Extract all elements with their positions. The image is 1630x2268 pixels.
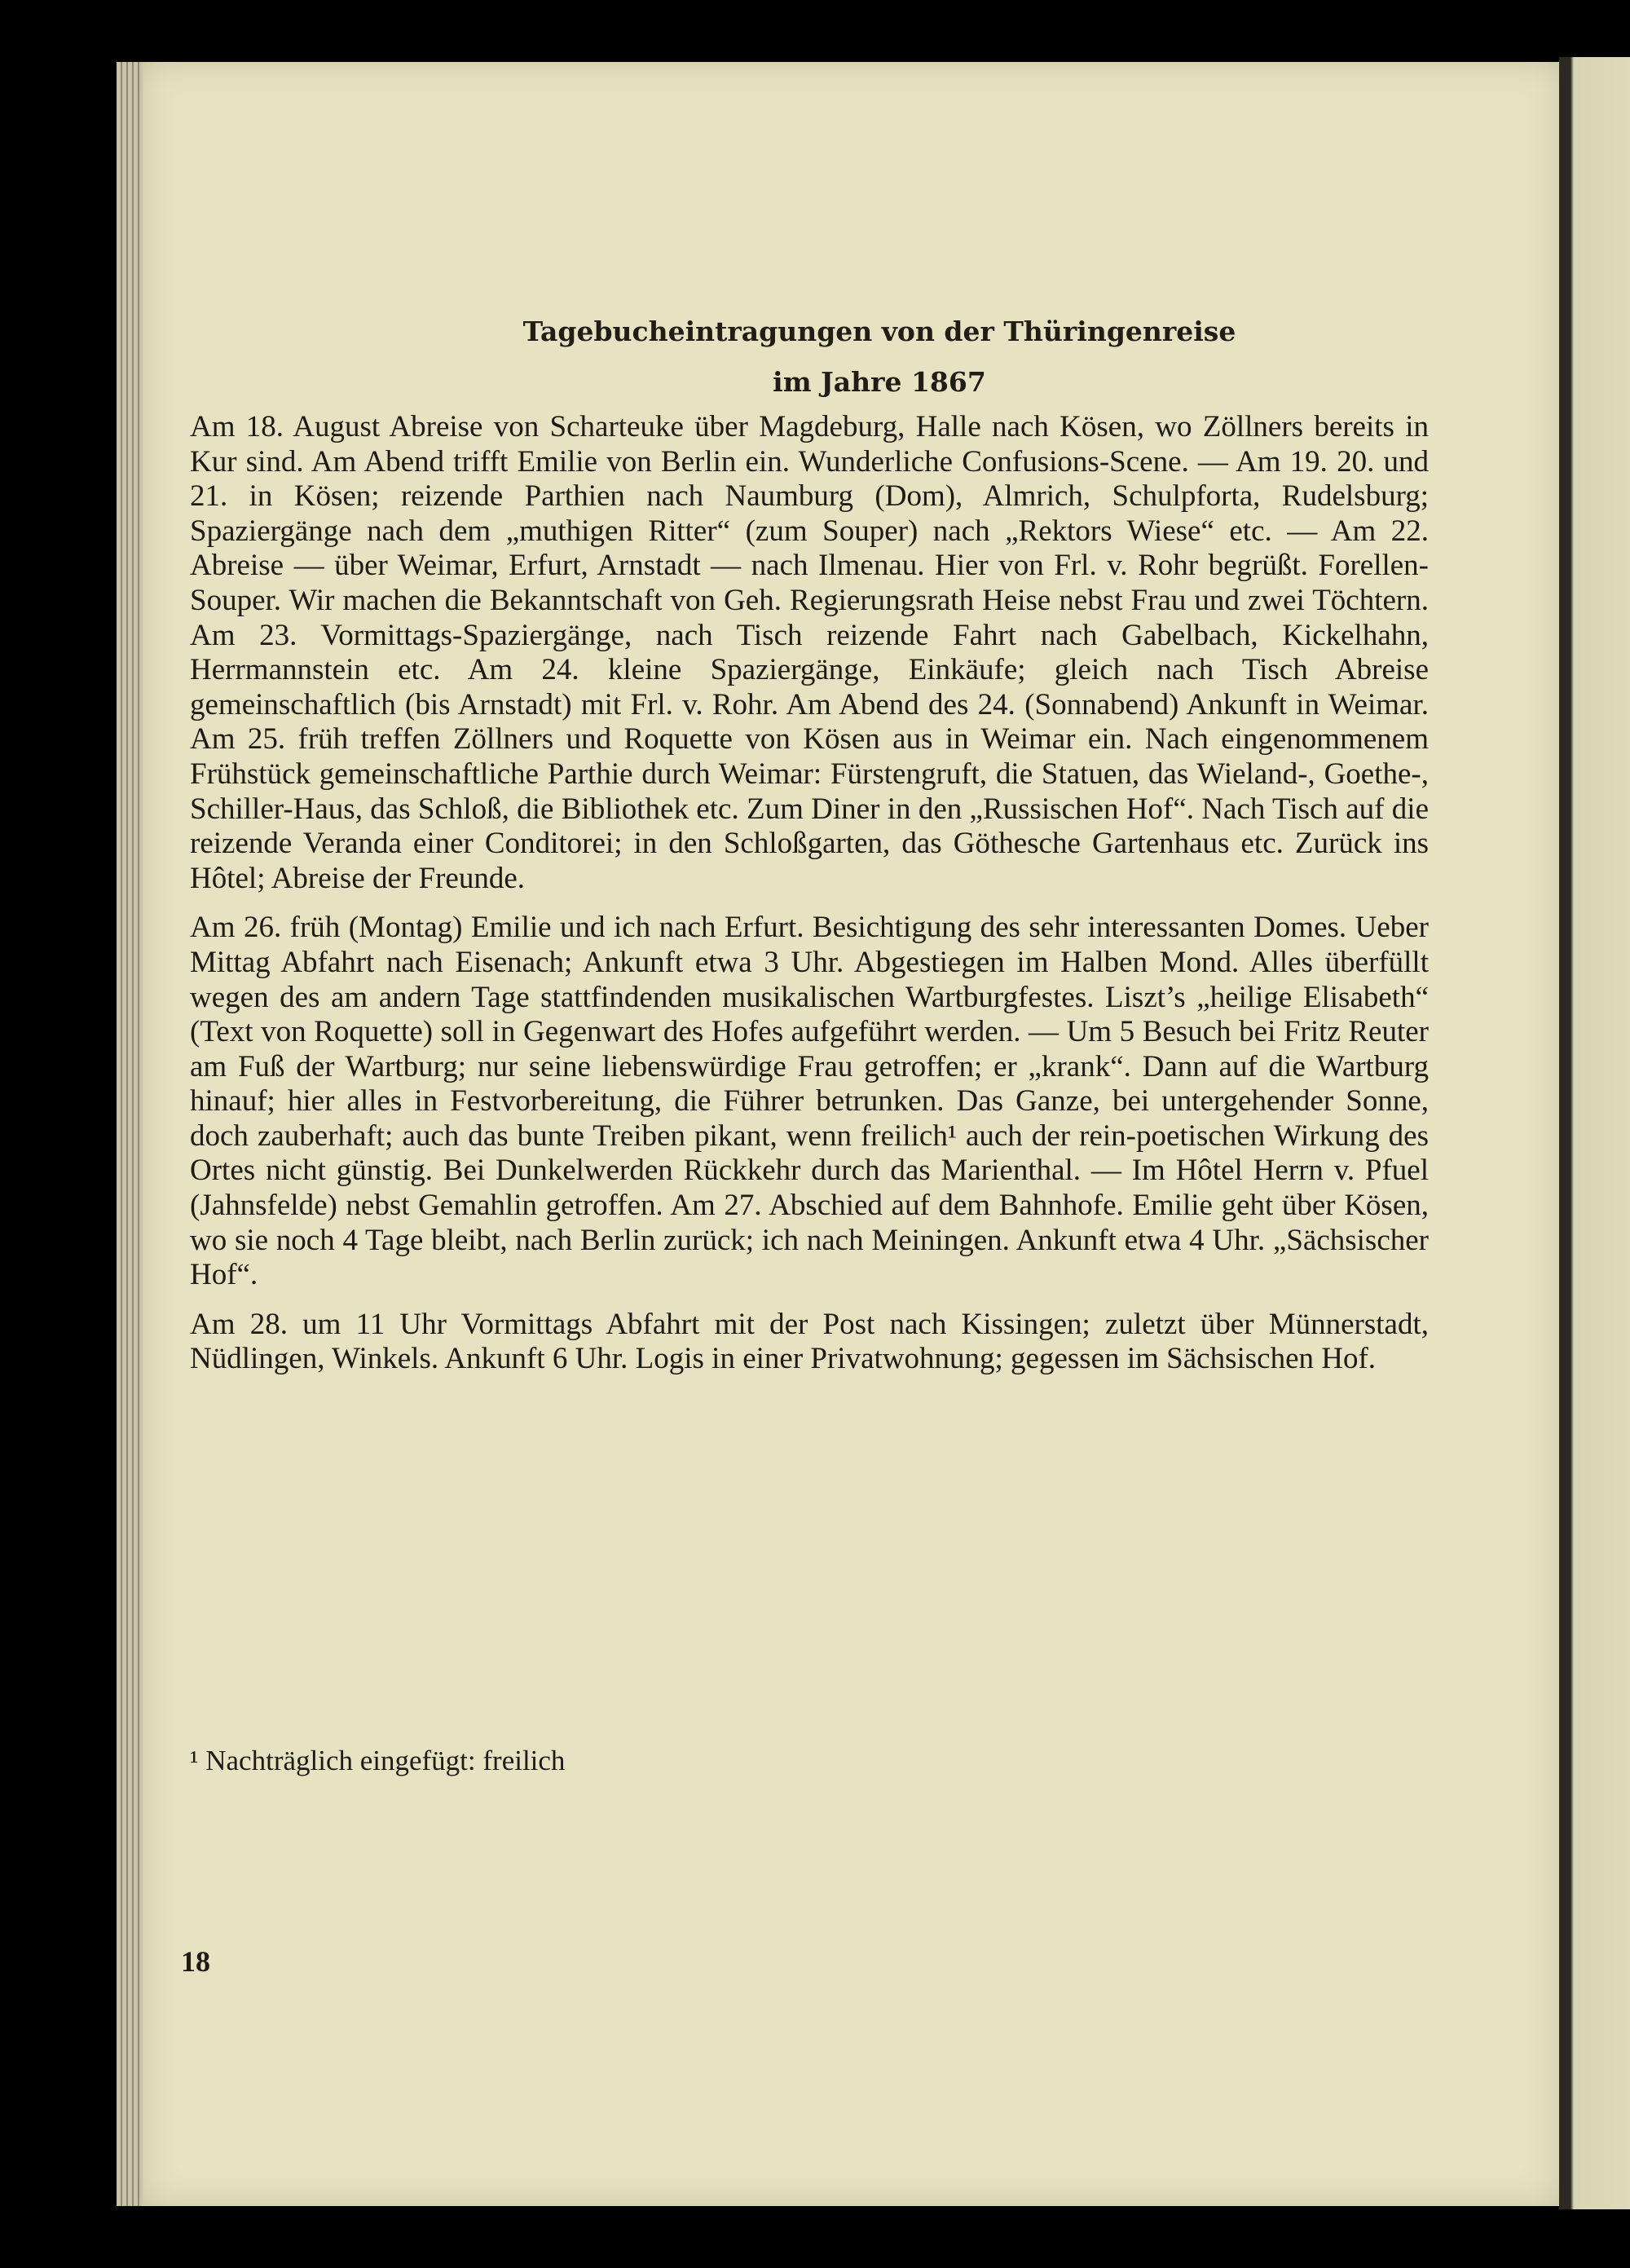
page-title — [143, 307, 1559, 408]
paragraph-2: Am 26. früh (Montag) Emilie und ich nach Erfurt. Besichtigung des sehr interessanten Domes. Ueber Mittag Abfahrt nach Eisenach; Ankunft etwa 3 Uhr. Abgestiegen im Halben Mond. Alles überfüllt wegen des am andern Tage stattfindenden musikalischen Wartburgfestes. Liszt’s „heilige Elisabeth“ (Text von Roquette) soll in Gegenwart des Hofes aufgeführt werden. — Um 5 Besuch bei Fritz Reuter am Fuß der Wartburg; nur seine liebenswürdige Frau getroffen; er „krank“. Dann auf die Wartburg hinauf; hier alles in Festvorbereitung, die Führer betrunken. Das Ganze, bei untergehender Sonne, doch zauberhaft; auch das bunte Treiben pikant, wenn freilich¹ auch der rein-poetischen Wirkung des Ortes nicht günstig. Bei Dunkelwerden Rückkehr durch das Marienthal. — Im Hôtel Herrn v. Pfuel (Jahnsfelde) nebst Gemahlin getroffen. Am 27. Abschied auf dem Bahnhofe. Emilie geht über Kösen, wo sie noch 4 Tage bleibt, nach Berlin zurück; ich nach Meiningen. Ankunft etwa 4 Uhr. „Sächsischer Hof“. — [190, 911, 1429, 1292]
title-line-2: im Jahre 1867 — [773, 366, 986, 398]
paragraph-3: Am 28. um 11 Uhr Vormittags Abfahrt mit der Post nach Kissingen; zuletzt über Münnerstadt, Nüdlingen, Winkels. Ankunft 6 Uhr. Logis in einer Privatwohnung; gegessen im Sächsischen Hof. — [190, 1307, 1429, 1376]
title-line-1: Tagebucheintragungen von der Thüringenreise — [522, 315, 1236, 347]
paragraph-1: Am 18. August Abreise von Scharteuke über Magdeburg, Halle nach Kösen, wo Zöllners bereits in Kur sind. Am Abend trifft Emilie von Berlin ein. Wunderliche Confusions-Scene. — Am 19. 20. und 21. in Kösen; reizende Parthien nach Naumburg (Dom), Almrich, Schulpforta, Rudelsburg; Spaziergänge nach dem „muthigen Ritter“ (zum Souper) nach „Rektors Wiese“ etc. — Am 22. Abreise — über Weimar, Erfurt, Arnstadt — nach Ilmenau. Hier von Frl. v. Rohr begrüßt. Forellen-Souper. Wir machen die Bekanntschaft von Geh. Regierungsrath Heise nebst Frau und zwei Töchtern. Am 23. Vormittags-Spaziergänge, nach Tisch reizende Fahrt nach Gabelbach, Kickelhahn, Herrmannstein etc. Am 24. kleine Spaziergänge, Einkäufe; gleich nach Tisch Abreise gemeinschaftlich (bis Arnstadt) mit Frl. v. Rohr. Am Abend des 24. (Sonnabend) Ankunft in Weimar. Am 25. früh treffen Zöllners und Roquette von Kösen aus in Weimar ein. Nach eingenommenem Frühstück gemeinschaftliche Parthie durch Weimar: Fürstengruft, die Statuen, das Wieland-, Goethe-, Schiller-Haus, das Schloß, die Bibliothek etc. Zum Diner in den „Russischen Hof“. Nach Tisch auf die reizende Veranda einer Conditorei; in den Schloßgarten, das Göthesche Gartenhaus etc. Zurück ins Hôtel; Abreise der Freunde. — [190, 410, 1429, 895]
page-number: 18 — [181, 1945, 210, 1978]
diary-text — [190, 410, 1429, 1377]
footnote: ¹ Nachträglich eingefügt: freilich — [190, 1745, 566, 1776]
facing-page-edge — [1559, 57, 1630, 2209]
